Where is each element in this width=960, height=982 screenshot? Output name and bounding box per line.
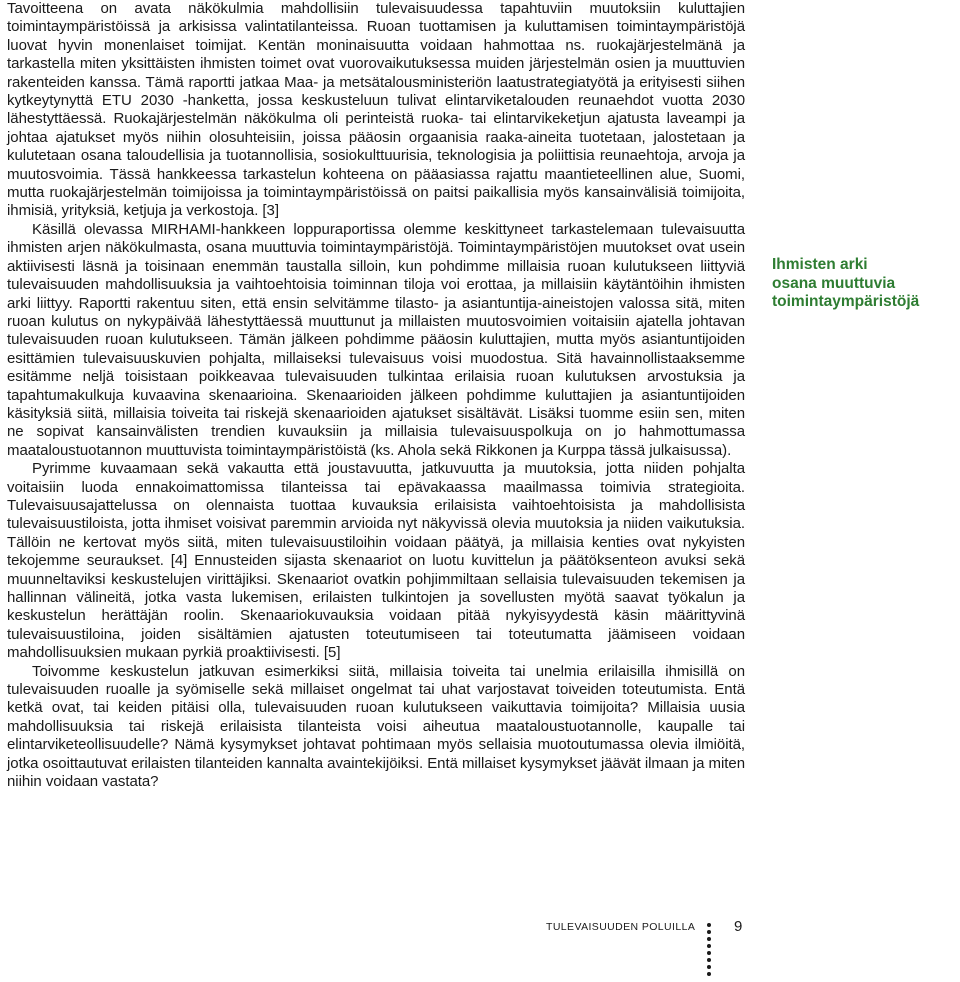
paragraph-3: Pyrimme kuvaamaan sekä vakautta että joustavuutta, jatkuvuutta ja muutoksia, jotta niiden pohjalta voitaisiin luoda ennakoimattomissa tilanteissa tai epävakaassa maailmassa toimivia strategioita. Tulevaisuusajattelussa on olennaista tuottaa kuvauksia erilaisista vaihtoehtoisista ja mahdollisista tulevaisuustiloista, jotta ihmiset voisivat paremmin arvioida nyt näkyvissä olevia muutoksia ja niiden vaikutuksia. Tällöin ne kertovat myös siitä, miten tulevaisuustiloihin voidaan päätyä, ja millaisia kenties ovat nykyisten tekojemme seuraukset. [4] Ennusteiden sijasta skenaariot on luotu kuvittelun ja päätöksenteon avuksi sekä muunneltaviksi keskustelujen virittäjiksi. Skenaariot ovatkin pohjimmiltaan sellaisia tulevaisuuden tekemisen ja hallinnan välineitä, jotka vasta lukemisen, erilaisten tulkintojen ja sovellusten myötä saavat työkalun ja keskustelun herättäjän roolin. Skenaariokuvauksia voidaan pitää nykyisyydestä käsin määrittyvinä tulevaisuustiloina, joiden sisältämien ajatusten toteutumiseen tai toteutumatta jäämiseen voidaan mahdollisuuksien mukaan pyrkiä proaktiivisesti. [5] [7, 460, 745, 662]
dot [707, 937, 711, 941]
dot [707, 965, 711, 969]
dot [707, 923, 711, 927]
dot [707, 951, 711, 955]
dot [707, 972, 711, 976]
page-number: 9 [734, 918, 743, 935]
paragraph-2: Käsillä olevassa MIRHAMI-hankkeen loppuraportissa olemme keskittyneet tarkastelemaan tulevaisuutta ihmisten arjen näkökulmasta, osana muuttuvia toimintaympäristöjä. Toimintaympäristöjen muutokset ovat usein aktiivisesti läsnä ja toisinaan enemmän taustalla silloin, kun pohdimme millaisia ruoan kulutukseen liittyviä tulevaisuuden mahdollisuuksia ja vaihtoehtoisia toiminnan tiloja voi erottaa, ja millaisiin käytäntöihin ihmisten arki liittyy. Raportti rakentuu siten, että ensin selvitämme tilasto- ja asiantuntija-aineistojen valossa sitä, miten ruoan kulutus on nykypäivää lähestyttäessä muuttunut ja millaisten muutosvoimien voitaisiin ajatella johtavan tulevaisuuden ruoan kulutukseen. Tämän jälkeen pohdimme pääosin kuluttajien, mutta myös asiantuntijoiden esittämien tulevaisuuskuvien pohjalta, millaiseksi tulevaisuus voisi muodostua. Sitä havainnollistaaksemme esitämme neljä toisistaan poikkeavaa tulevaisuuden tulkintaa erilaisia ruoan kulutuksen arvostuksia ja tapahtumakulkuja kuvaavina skenaarioina. Skenaarioiden jälkeen pohdimme kuluttajien ja asiantuntijoiden käsityksiä siitä, millaisia toiveita tai riskejä skenaarioiden ajatukset sisältävät. Lisäksi tuomme esiin sen, miten ne sopivat kansainvälisten trendien kuvauksiin ja millaisia tulevaisuuspolkuja on jo hahmottumassa maataloustuotannon muuttuvista toimintaympäristöistä (ks. Ahola sekä Rikkonen ja Kurppa tässä julkaisussa). [7, 220, 745, 459]
paragraph-4: Toivomme keskustelun jatkuvan esimerkiksi siitä, millaisia toiveita tai unelmia erilaisilla ihmisillä on tulevaisuuden ruoalle ja syömiselle sekä millaiset ongelmat tai uhat varjostavat toiveiden toteutumista. Entä ketkä ovat, tai keiden pitäisi olla, tulevaisuuden ruoan kulutukseen vaikuttavia toimijoita? Millaisia uusia mahdollisuuksia tai riskejä erilaisista tilanteista voisi aiheutua maataloustuotannolle, kaupalle tai elintarviketeollisuudelle? Nämä kysymykset johtavat pohtimaan myös sellaisia muotoutumassa olevia ilmiöitä, jotka osoittautuvat erilaisten tilanteiden kannalta avaintekijöiksi. Entä millaiset kysymykset jäävät ilmaan ja miten niihin voidaan vastata? [7, 662, 745, 791]
running-title: TULEVAISUUDEN POLUILLA [546, 921, 696, 933]
dot [707, 958, 711, 962]
sidebar-heading-line-2: osana muuttuvia [772, 274, 896, 292]
dot [707, 944, 711, 948]
body-text [7, 0, 745, 791]
sidebar-heading-line-3: toimintaympäristöjä [772, 293, 920, 310]
dot-column-ornament [707, 923, 715, 976]
sidebar-heading [772, 256, 960, 312]
paragraph-1: Tavoitteena on avata näkökulmia mahdollisiin tulevaisuudessa tapahtuviin muutoksiin kuluttajien toimintaympäristöissä ja arkisissa valintatilanteissa. Ruoan tuottamisen ja kuluttamisen toimintaympäristöjä luovat hyvin monenlaiset toimijat. Kentän moninaisuutta voidaan hahmottaa ns. ruokajärjestelmänä ja tarkastella miten yksittäisten ihmisten toimet ovat vuorovaikutuksessa muiden järjestelmän osien ja muuttuvien rakenteiden kanssa. Tämä raportti jatkaa Maa- ja metsätalousministeriön laatustrategiatyötä ja erityisesti siihen kytkeytynyttä ETU 2030 -hanketta, jossa keskusteluun tulivat elintarviketalouden reunaehdot vuotta 2030 lähestyttäessä. Ruokajärjestelmän näkökulma oli perinteistä ruoka- tai elintarvikeketjun ajatusta laveampi ja johtaa ajatukset myös niihin olosuhteisiin, joissa pääosin orgaanisia raaka-aineita tuotetaan, jalostetaan ja kulutetaan osana taloudellisia ja tuotannollisia, sosiokulttuurisia, teknologisia ja poliittisia reunaehtoja, arvoja ja muutosvoimia. Tässä hankkeessa tarkastelun kohteena on pääasiassa rajattu maantieteellinen alue, Suomi, mutta ruokajärjestelmän toimijoissa ja toimintaympäristöissä on paitsi paikallisia myös kansainvälisiä toimijoita, ihmisiä, yrityksiä, ketjuja ja verkostoja. [3] [7, 0, 745, 220]
sidebar-heading-line-1: Ihmisten arki [772, 256, 868, 273]
dot [707, 930, 711, 934]
